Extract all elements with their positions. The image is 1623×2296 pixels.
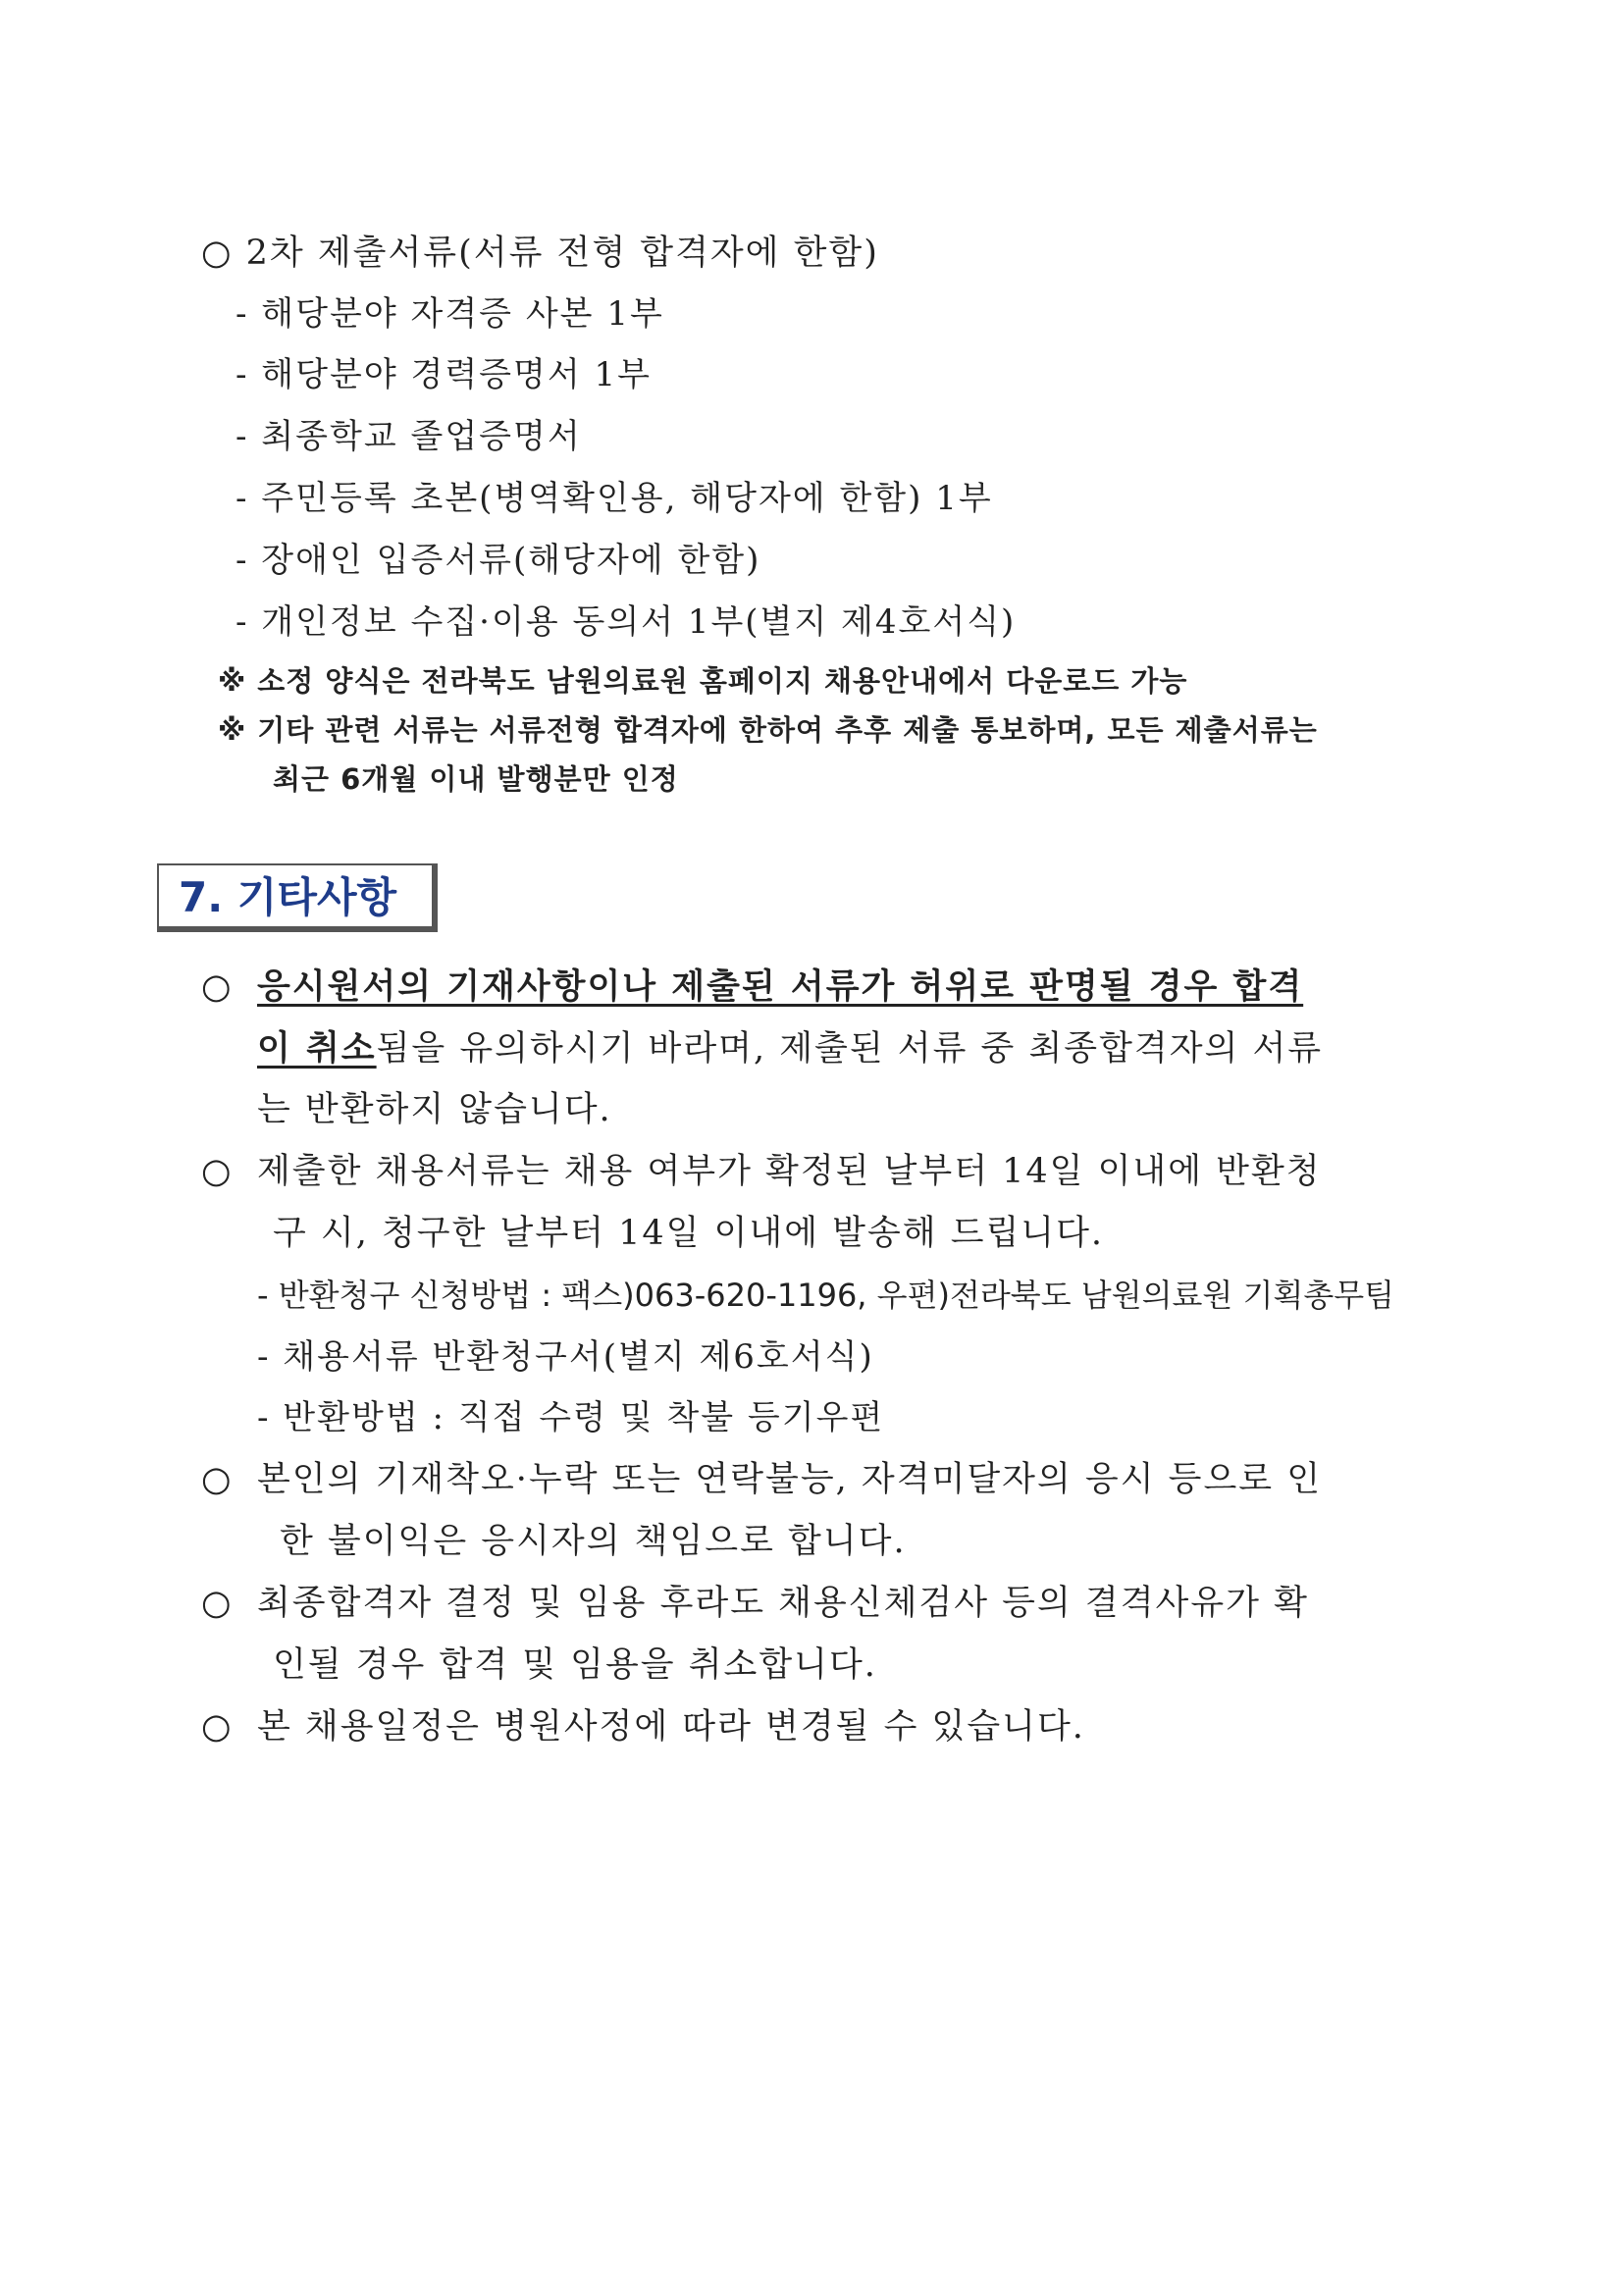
section-title-box: [157, 863, 438, 932]
docs2-note: 최근 6개월 이내 발행분만 인정: [273, 762, 679, 796]
paragraph-bullet: ○: [201, 967, 234, 1007]
paragraph-bullet: ○: [201, 1460, 234, 1499]
docs2-item: - 해당분야 자격증 사본 1부: [236, 294, 664, 334]
docs2-item: - 주민등록 초본(병역확인용, 해당자에 한함) 1부: [236, 479, 993, 518]
paragraph-4-line-1: 최종합격자 결정 및 임용 후라도 채용신체검사 등의 결격사유가 확: [257, 1584, 1309, 1623]
paragraph-2-sub-2: - 채용서류 반환청구서(별지 제6호서식): [257, 1337, 874, 1377]
paragraph-1-line-1: 응시원서의 기재사항이나 제출된 서류가 허위로 판명될 경우 합격: [257, 966, 1304, 1007]
paragraph-2-sub-3: - 반환방법 : 직접 수령 및 착불 등기우편: [257, 1398, 885, 1437]
docs2-item: - 최종학교 졸업증명서: [236, 417, 582, 456]
paragraph-4-line-2: 인될 경우 합격 및 임용을 취소합니다.: [273, 1645, 877, 1685]
paragraph-2-sub-1: - 반환청구 신청방법 : 팩스)063-620-1196, 우편)전라북도 남원의료원 기획총무팀: [257, 1277, 1395, 1314]
paragraph-1-line-3: 는 반환하지 않습니다.: [257, 1090, 612, 1129]
paragraph-bullet: ○: [201, 1152, 234, 1191]
paragraph-2-line-2: 구 시, 청구한 날부터 14일 이내에 발송해 드립니다.: [273, 1214, 1105, 1253]
docs2-note: ※ 소정 양식은 전라북도 남원의료원 홈페이지 채용안내에서 다운로드 가능: [218, 664, 1188, 698]
paragraph-1-line-2: 이 취소됨을 유의하시기 바라며, 제출된 서류 중 최종합격자의 서류: [257, 1028, 1324, 1069]
docs2-item: - 개인정보 수집·이용 동의서 1부(별지 제4호서식): [236, 602, 1017, 642]
paragraph-3-line-2: 한 불이익은 응시자의 책임으로 합니다.: [280, 1522, 907, 1561]
docs2-item: - 장애인 입증서류(해당자에 한함): [236, 541, 761, 580]
section-title: 7. 기타사항: [179, 873, 397, 921]
paragraph-bullet: ○: [201, 1707, 234, 1747]
docs2-item: - 해당분야 경력증명서 1부: [236, 355, 652, 394]
emphasis-text: 이 취소: [257, 1028, 377, 1069]
paragraph-5-line-1: 본 채용일정은 병원사정에 따라 변경될 수 있습니다.: [257, 1707, 1085, 1747]
docs2-note: ※ 기타 관련 서류는 서류전형 합격자에 한하여 추후 제출 통보하며, 모든 제출서류는: [218, 713, 1318, 747]
docs2-heading: ○ 2차 제출서류(서류 전형 합격자에 한함): [201, 234, 879, 273]
paragraph-2-line-1: 제출한 채용서류는 채용 여부가 확정된 날부터 14일 이내에 반환청: [257, 1152, 1322, 1191]
paragraph-3-line-1: 본인의 기재착오·누락 또는 연락불능, 자격미달자의 응시 등으로 인: [257, 1460, 1323, 1499]
paragraph-bullet: ○: [201, 1584, 234, 1623]
